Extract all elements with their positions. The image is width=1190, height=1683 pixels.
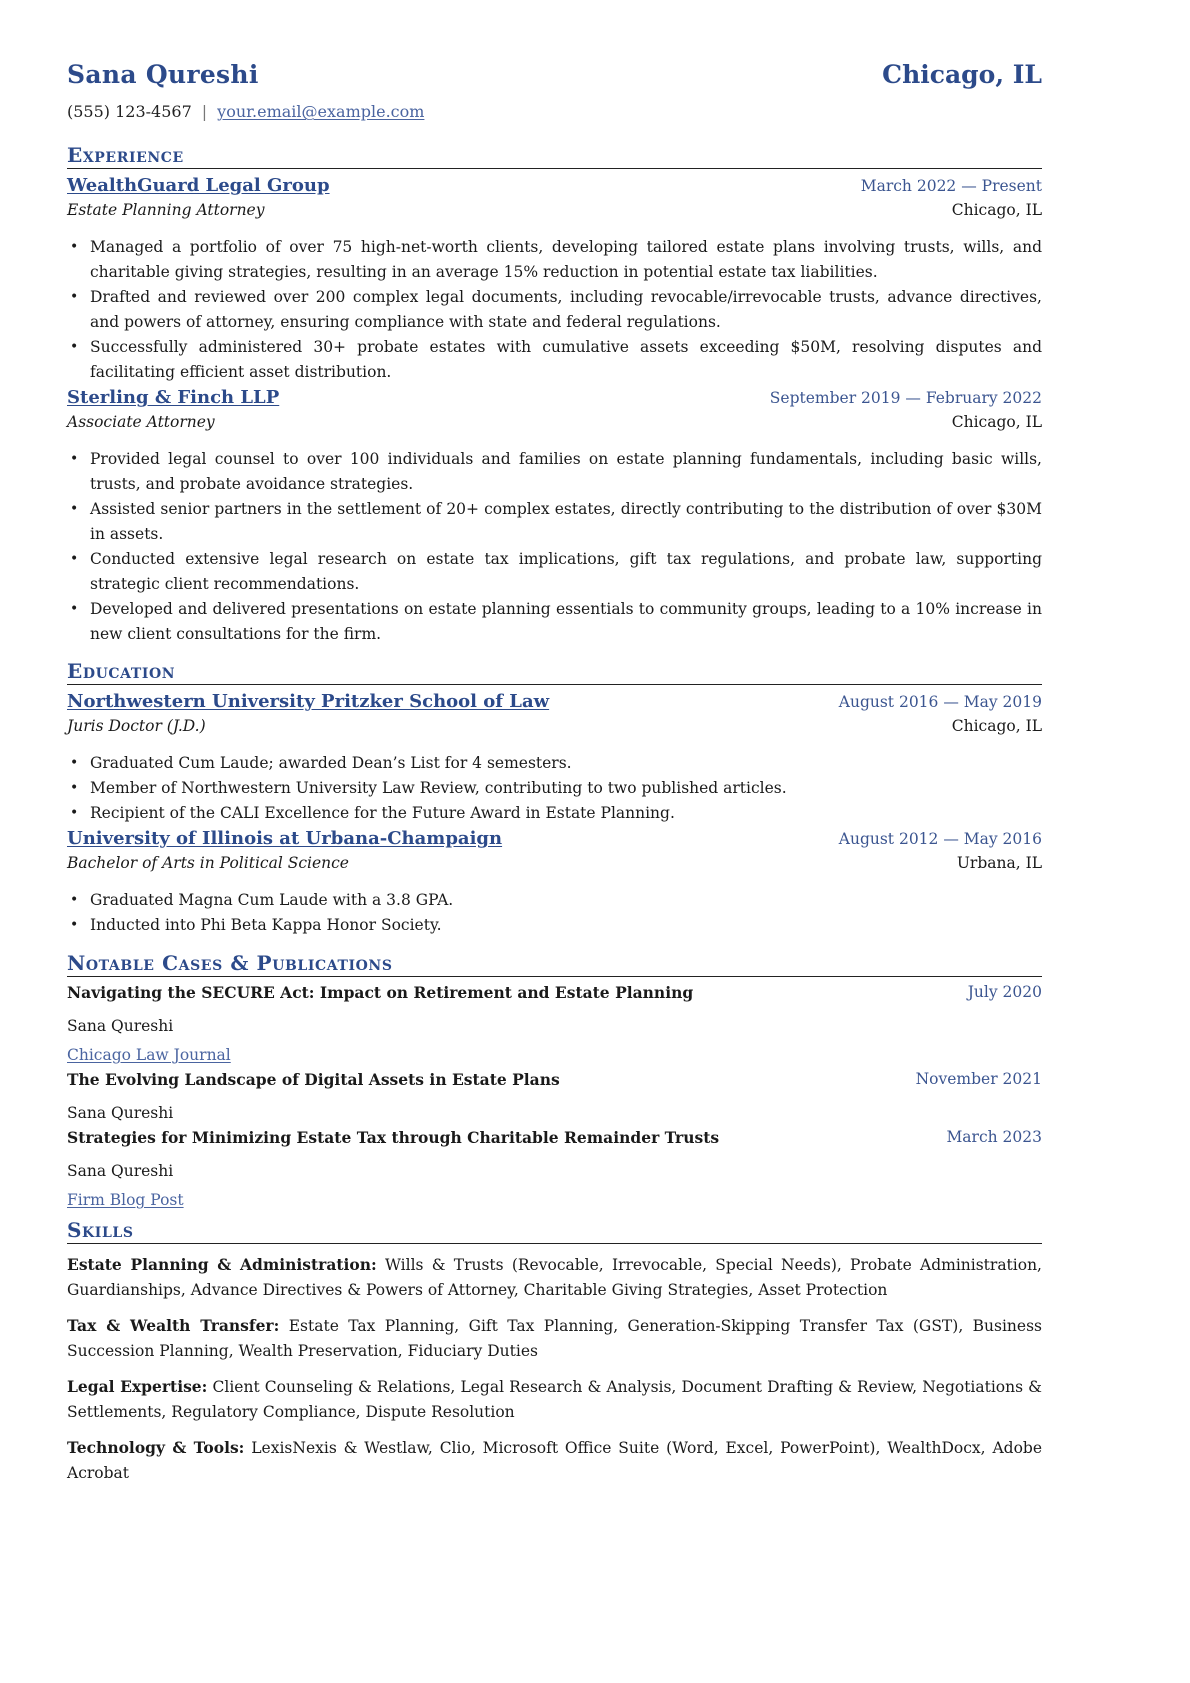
section-title-education: Education bbox=[67, 659, 1042, 685]
bullet-item: • Member of Northwestern University Law Review, contributing to two published articles. bbox=[67, 776, 1042, 801]
education-section bbox=[67, 659, 1042, 938]
publications-section bbox=[67, 951, 1042, 1215]
skill-label: Tax & Wealth Transfer: bbox=[67, 1316, 280, 1335]
bullet-list bbox=[67, 751, 1042, 826]
publication-date: July 2020 bbox=[967, 983, 1042, 1001]
skill-group bbox=[67, 1435, 1042, 1486]
skill-label: Legal Expertise: bbox=[67, 1377, 208, 1396]
publication-entry bbox=[67, 983, 1042, 1070]
publication-date: March 2023 bbox=[946, 1128, 1042, 1146]
skill-values: Client Counseling & Relations, Legal Research & Analysis, Document Drafting & Review, Negotiations & Settlements, Regulatory Compliance, Dispute Resolution bbox=[67, 1378, 1042, 1421]
publication-title: Strategies for Minimizing Estate Tax through Charitable Remainder Trusts bbox=[67, 1128, 720, 1147]
publication-entry bbox=[67, 1128, 1042, 1215]
job-location: Chicago, IL bbox=[951, 413, 1042, 431]
education-entry bbox=[67, 828, 1042, 938]
resume-header bbox=[67, 60, 1042, 96]
bullet-item: • Inducted into Phi Beta Kappa Honor Society. bbox=[67, 913, 1042, 938]
school-link[interactable]: University of Illinois at Urbana-Champaign bbox=[67, 828, 503, 849]
date-range: September 2019 — February 2022 bbox=[769, 389, 1042, 407]
school-location: Chicago, IL bbox=[951, 717, 1042, 735]
school-link[interactable]: Northwestern University Pritzker School of Law bbox=[67, 691, 550, 712]
school-location: Urbana, IL bbox=[956, 854, 1042, 872]
section-title-skills: Skills bbox=[67, 1218, 1042, 1244]
date-range: August 2016 — May 2019 bbox=[838, 693, 1042, 711]
candidate-name: Sana Qureshi bbox=[67, 60, 259, 89]
skill-label: Technology & Tools: bbox=[67, 1438, 245, 1457]
job-location: Chicago, IL bbox=[951, 201, 1042, 219]
date-range: March 2022 — Present bbox=[860, 177, 1042, 195]
publication-author: Sana Qureshi bbox=[67, 1104, 174, 1122]
candidate-location: Chicago, IL bbox=[882, 60, 1042, 89]
job-title: Associate Attorney bbox=[67, 413, 215, 431]
publication-venue-link[interactable]: Firm Blog Post bbox=[67, 1191, 184, 1209]
company-link[interactable]: Sterling & Finch LLP bbox=[67, 387, 280, 408]
publication-title: The Evolving Landscape of Digital Assets in Estate Plans bbox=[67, 1070, 560, 1089]
section-title-publications: Notable Cases & Publications bbox=[67, 951, 1042, 977]
bullet-item: • Assisted senior partners in the settlement of 20+ complex estates, directly contributing to the distribution of over $30M in assets. bbox=[67, 497, 1042, 547]
bullet-item: • Successfully administered 30+ probate estates with cumulative assets exceeding $50M, resolving disputes and facilitating efficient asset distribution. bbox=[67, 335, 1042, 385]
experience-entry bbox=[67, 175, 1042, 385]
publication-entry bbox=[67, 1070, 1042, 1128]
experience-section bbox=[67, 143, 1042, 647]
bullet-item: • Provided legal counsel to over 100 individuals and families on estate planning fundamentals, including basic wills, trusts, and probate avoidance strategies. bbox=[67, 447, 1042, 497]
bullet-item: • Recipient of the CALI Excellence for the Future Award in Estate Planning. bbox=[67, 801, 1042, 826]
skill-group bbox=[67, 1252, 1042, 1303]
publication-title: Navigating the SECURE Act: Impact on Retirement and Estate Planning bbox=[67, 983, 694, 1002]
bullet-item: • Managed a portfolio of over 75 high-net-worth clients, developing tailored estate plans involving trusts, wills, and charitable giving strategies, resulting in an average 15% reduction in potential estate tax liabilities. bbox=[67, 235, 1042, 285]
bullet-item: • Graduated Cum Laude; awarded Dean’s List for 4 semesters. bbox=[67, 751, 1042, 776]
phone-number: (555) 123-4567 bbox=[67, 102, 192, 121]
skill-group bbox=[67, 1374, 1042, 1425]
bullet-item: • Drafted and reviewed over 200 complex legal documents, including revocable/irrevocable trusts, advance directives, and powers of attorney, ensuring compliance with state and federal regulations. bbox=[67, 285, 1042, 335]
publication-venue-link[interactable]: Chicago Law Journal bbox=[67, 1046, 231, 1064]
section-title-experience: Experience bbox=[67, 143, 1042, 169]
skills-section bbox=[67, 1218, 1042, 1496]
bullet-item: • Conducted extensive legal research on estate tax implications, gift tax regulations, and probate law, supporting strategic client recommendations. bbox=[67, 547, 1042, 597]
education-entry bbox=[67, 691, 1042, 826]
contact-line bbox=[67, 102, 424, 121]
bullet-item: • Developed and delivered presentations on estate planning essentials to community groups, leading to a 10% increase in new client consultations for the firm. bbox=[67, 597, 1042, 647]
bullet-item: • Graduated Magna Cum Laude with a 3.8 GPA. bbox=[67, 888, 1042, 913]
degree: Bachelor of Arts in Political Science bbox=[67, 854, 349, 872]
job-title: Estate Planning Attorney bbox=[67, 201, 265, 219]
bullet-list bbox=[67, 888, 1042, 938]
skill-group bbox=[67, 1313, 1042, 1364]
publication-date: November 2021 bbox=[915, 1070, 1042, 1088]
email-link[interactable]: your.email@example.com bbox=[217, 102, 425, 121]
date-range: August 2012 — May 2016 bbox=[838, 830, 1042, 848]
company-link[interactable]: WealthGuard Legal Group bbox=[67, 175, 330, 196]
publication-author: Sana Qureshi bbox=[67, 1017, 174, 1035]
bullet-list bbox=[67, 235, 1042, 385]
degree: Juris Doctor (J.D.) bbox=[67, 717, 206, 735]
publication-author: Sana Qureshi bbox=[67, 1162, 174, 1180]
bullet-list bbox=[67, 447, 1042, 647]
experience-entry bbox=[67, 387, 1042, 647]
skill-values: LexisNexis & Westlaw, Clio, Microsoft Office Suite (Word, Excel, PowerPoint), WealthDocx, Adobe Acrobat bbox=[67, 1439, 1042, 1482]
skill-values: Wills & Trusts (Revocable, Irrevocable, Special Needs), Probate Administration, Guardianships, Advance Directives & Powers of Attorney, Charitable Giving Strategies, Asset Protection bbox=[67, 1256, 1042, 1299]
contact-separator: | bbox=[201, 102, 208, 121]
skill-label: Estate Planning & Administration: bbox=[67, 1255, 377, 1274]
skill-values: Estate Tax Planning, Gift Tax Planning, Generation-Skipping Transfer Tax (GST), Business Succession Planning, Wealth Preservation, Fiduciary Duties bbox=[67, 1317, 1042, 1360]
